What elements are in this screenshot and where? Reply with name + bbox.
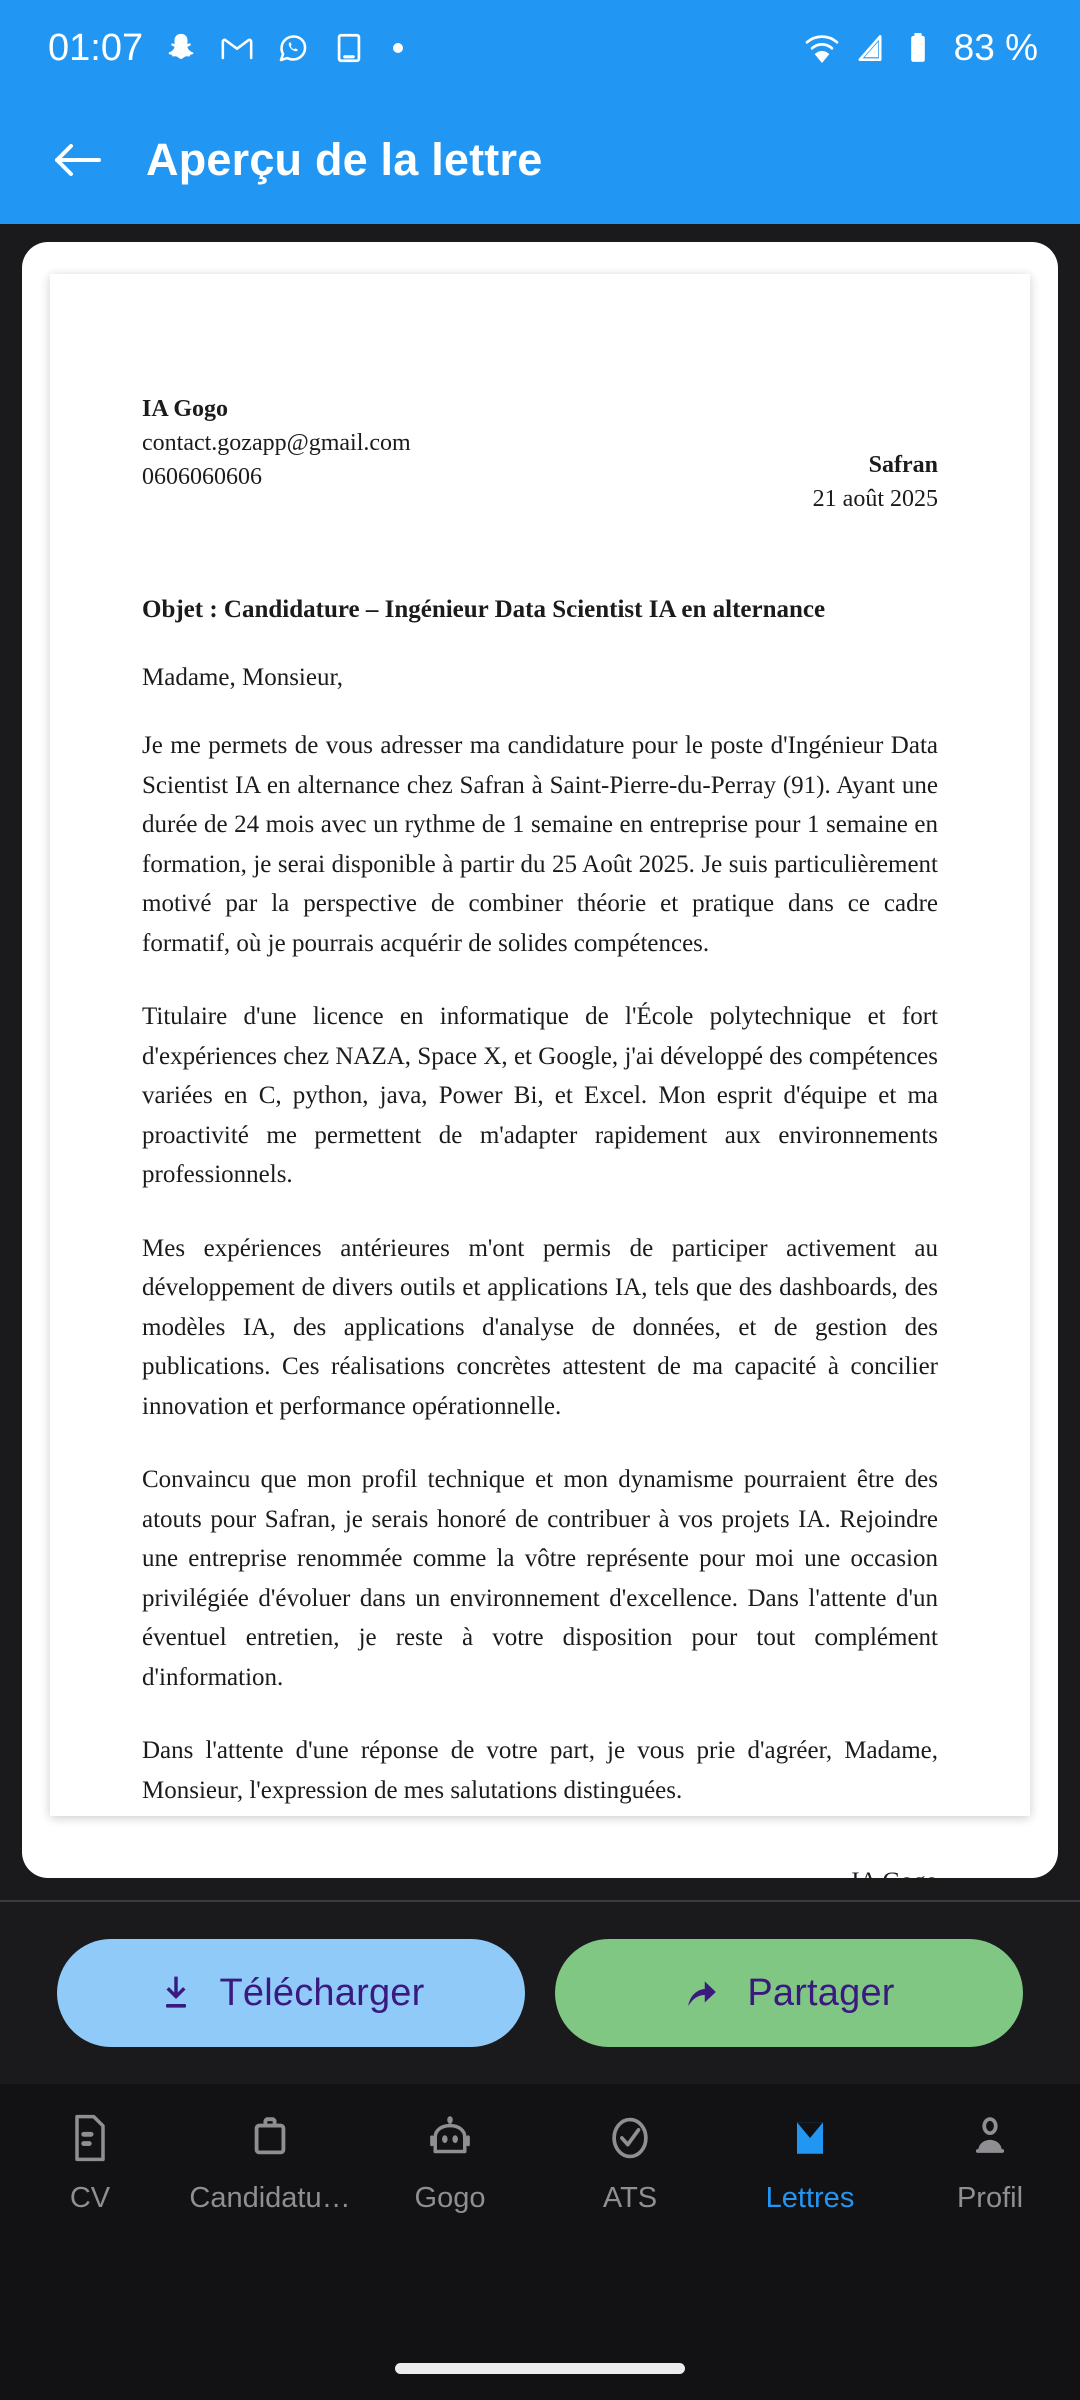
document-icon (69, 2110, 111, 2166)
nav-item-gogo[interactable] (375, 2110, 525, 2215)
action-bar (0, 1902, 1080, 2084)
status-bar-left (48, 29, 403, 67)
battery-percentage: 83 % (953, 27, 1038, 68)
nav-item-profil[interactable] (915, 2110, 1065, 2215)
sender-phone: 0606060606 (142, 464, 262, 491)
cellular-signal-icon (852, 30, 888, 66)
back-button[interactable] (48, 131, 106, 189)
share-button[interactable] (555, 1939, 1023, 2047)
share-arrow-icon (683, 1974, 721, 2012)
nav-item-ats[interactable] (555, 2110, 705, 2215)
briefcase-icon (247, 2110, 293, 2166)
nav-label-ats: ATS (602, 2182, 658, 2214)
nav-item-cv[interactable] (15, 2110, 165, 2215)
nav-label-gogo: Gogo (414, 2182, 486, 2214)
nav-label-lettres: Lettres (765, 2182, 855, 2214)
download-button[interactable] (57, 1939, 525, 2047)
recipient-company: Safran (868, 452, 938, 478)
mail-icon (787, 2110, 833, 2166)
whatsapp-icon (275, 30, 311, 66)
share-button-label: Partager (747, 1971, 895, 2014)
page-title: Aperçu de la lettre (146, 134, 543, 185)
letter-salutation: Madame, Monsieur, (142, 664, 344, 691)
letter-card (22, 242, 1058, 1895)
person-icon (967, 2110, 1013, 2166)
battery-icon (900, 30, 936, 66)
dot-indicator (393, 43, 403, 53)
nav-label-profil: Profil (956, 2182, 1024, 2214)
letter-paragraph: Convaincu que mon profil technique et mon dynamisme pourraient être des atouts pour Safran, je serais honoré de contribuer à vos projets IA. Rejoindre une entreprise renommée comme la vôtre représente pour moi une occasion privilégiée d'évoluer dans un environnement d'excellence. Dans l'attente d'un éventuel entretien, je reste à votre disposition pour tout complément d'information. (142, 1466, 938, 1691)
letter-page (50, 274, 1030, 1895)
arrow-left-icon (51, 140, 103, 180)
home-indicator[interactable] (395, 2363, 685, 2374)
letter-date: 21 août 2025 (812, 486, 938, 513)
letter-signature: IA Gogo (851, 1868, 938, 1895)
nav-item-candidatures[interactable] (189, 2110, 351, 2215)
letter-paragraph: Mes expériences antérieures m'ont permis de participer activement au développement de divers outils et applications IA, tels que des dashboards, des modèles IA, des applications d'analyse de données, et de gestion des publications. Ces réalisations concrètes attestent de ma capacité à concilier innovation et performance opérationnelle. (142, 1234, 938, 1420)
letter-subject: Objet : Candidature – Ingénieur Data Scientist IA en alternance (142, 596, 826, 623)
nav-label-cv: CV (69, 2182, 111, 2214)
recipient-block (813, 448, 938, 516)
status-bar (0, 0, 1080, 96)
check-circle-icon (606, 2110, 654, 2166)
gmail-icon (219, 30, 255, 66)
sender-name: IA Gogo (142, 396, 229, 422)
sender-email: contact.gozapp@gmail.com (142, 430, 411, 457)
letter-paragraph: Je me permets de vous adresser ma candidature pour le poste d'Ingénieur Data Scientist IA en alternance chez Safran à Saint-Pierre-du-Perray (91). Ayant une durée de 24 mois avec un rythme de 1 semaine en entreprise pour 1 semaine en formation, je serai disponible à partir du 25 Août 2025. Je suis particulièrement motivé par la perspective de combiner théorie et pratique dans ce cadre formatif, où je pourrais acquérir de solides compétences. (142, 732, 938, 957)
snapchat-icon (163, 30, 199, 66)
bottom-navigation (0, 2084, 1080, 2400)
app-bar (0, 96, 1080, 224)
download-button-label: Télécharger (219, 1971, 425, 2014)
robot-icon (426, 2110, 474, 2166)
nav-label-candidatures: Candidatu… (189, 2182, 351, 2214)
nav-item-lettres[interactable] (735, 2110, 885, 2215)
download-icon (158, 1974, 194, 2012)
status-bar-right (804, 27, 1038, 69)
status-bar-clock: 01:07 (48, 27, 144, 69)
letter-preview-area[interactable] (0, 224, 1080, 1900)
wifi-icon (804, 30, 840, 66)
letter-paragraph: Titulaire d'une licence en informatique de l'École polytechnique et fort d'expériences chez NAZA, Space X, et Google, j'ai développé des compétences variées en C, python, java, Power Bi, et Excel. Mon esprit d'équipe et ma proactivité me permettent de m'adapter rapidement aux environnements professionnels. (142, 1003, 938, 1188)
tablet-icon (331, 30, 367, 66)
letter-header (142, 392, 938, 522)
letter-paragraph: Dans l'attente d'une réponse de votre part, je vous prie d'agréer, Madame, Monsieur, l'expression de mes salutations distinguées. (142, 1737, 938, 1804)
